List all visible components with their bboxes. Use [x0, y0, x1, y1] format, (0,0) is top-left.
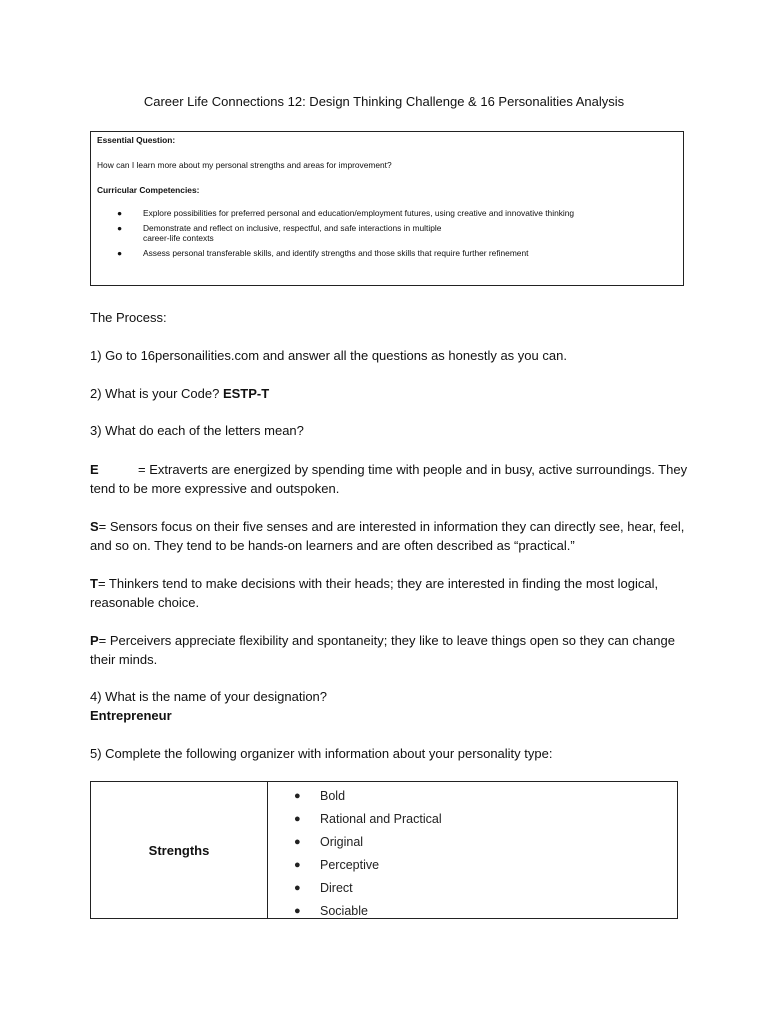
- strengths-list: [294, 785, 677, 923]
- letter-p: P: [90, 633, 99, 648]
- bullet-icon: ●: [294, 790, 301, 802]
- step-4-question: 4) What is the name of your designation?: [90, 689, 328, 704]
- process-heading: The Process:: [90, 310, 167, 325]
- strength-item: [294, 854, 677, 877]
- strengths-label: Strengths: [91, 782, 268, 918]
- letter-p-text: = Perceivers appreciate flexibility and spontaneity; they like to leave things open so they can change their minds.: [90, 633, 675, 667]
- bullet-icon: ●: [117, 222, 123, 233]
- bullet-icon: ●: [117, 247, 123, 258]
- strength-text: Direct: [320, 881, 353, 895]
- competencies-list: [97, 208, 677, 258]
- strength-item: [294, 877, 677, 900]
- bullet-icon: ●: [117, 208, 123, 218]
- strength-text: Original: [320, 835, 364, 849]
- letter-definition-t: [90, 574, 690, 612]
- strength-text: Perceptive: [320, 858, 380, 872]
- bullet-icon: ●: [294, 882, 301, 894]
- essential-question-label: Essential Question:: [97, 135, 176, 145]
- strength-item: [294, 900, 677, 923]
- document-title: Career Life Connections 12: Design Thinking Challenge & 16 Personalities Analysis: [143, 94, 625, 109]
- strength-text: Sociable: [320, 904, 368, 918]
- letter-t-text: = Thinkers tend to make decisions with their heads; they are interested in finding the most logical, reasonable choice.: [90, 576, 659, 610]
- bullet-icon: ●: [294, 905, 301, 917]
- letter-s-text: = Sensors focus on their five senses and are interested in information they can directly see, hear, feel, and so on. They tend to be hands-on learners and are often described as “practical.”: [90, 519, 685, 553]
- step-1: 1) Go to 16personailities.com and answer all the questions as honestly as you can.: [90, 348, 567, 363]
- designation-answer: Entrepreneur: [90, 708, 172, 723]
- letter-t: T: [90, 576, 98, 591]
- bullet-icon: ●: [294, 836, 301, 848]
- letter-definition-s: [90, 517, 690, 555]
- competency-text: Assess personal transferable skills, and identify strengths and those skills that require further refinement: [143, 247, 529, 258]
- strengths-cell: [268, 782, 677, 918]
- competency-text: Explore possibilities for preferred personal and education/employment futures, using creative and innovative thinking: [143, 208, 575, 218]
- strength-item: [294, 808, 677, 831]
- essential-question-text: How can I learn more about my personal strengths and areas for improvement?: [97, 160, 392, 170]
- essential-question-box: [90, 131, 684, 286]
- letter-e-text: = Extraverts are energized by spending time with people and in busy, active surroundings. They tend to be more expressive and outspoken.: [90, 462, 688, 496]
- letter-s: S: [90, 519, 99, 534]
- letter-e: E: [90, 462, 99, 477]
- step-2: [90, 384, 690, 403]
- letter-definition-p: [90, 631, 690, 669]
- competency-item: [97, 208, 677, 219]
- letter-definition-e: [90, 460, 690, 498]
- competency-item: [97, 223, 677, 244]
- strength-item: [294, 831, 677, 854]
- personality-code: ESTP-T: [222, 386, 270, 401]
- step-2-question: 2) What is your Code?: [90, 386, 223, 401]
- strength-text: Rational and Practical: [320, 812, 442, 826]
- step-5: 5) Complete the following organizer with information about your personality type:: [90, 746, 553, 761]
- bullet-icon: ●: [294, 813, 301, 825]
- competency-text: Demonstrate and reflect on inclusive, respectful, and safe interactions in multiple career-life contexts: [143, 222, 442, 243]
- strength-text: Bold: [320, 789, 346, 803]
- curricular-competencies-label: Curricular Competencies:: [97, 185, 200, 195]
- organizer-table: [90, 781, 678, 919]
- bullet-icon: ●: [294, 859, 301, 871]
- step-3: 3) What do each of the letters mean?: [90, 423, 304, 438]
- strength-item: [294, 785, 677, 808]
- competency-item: [97, 248, 677, 259]
